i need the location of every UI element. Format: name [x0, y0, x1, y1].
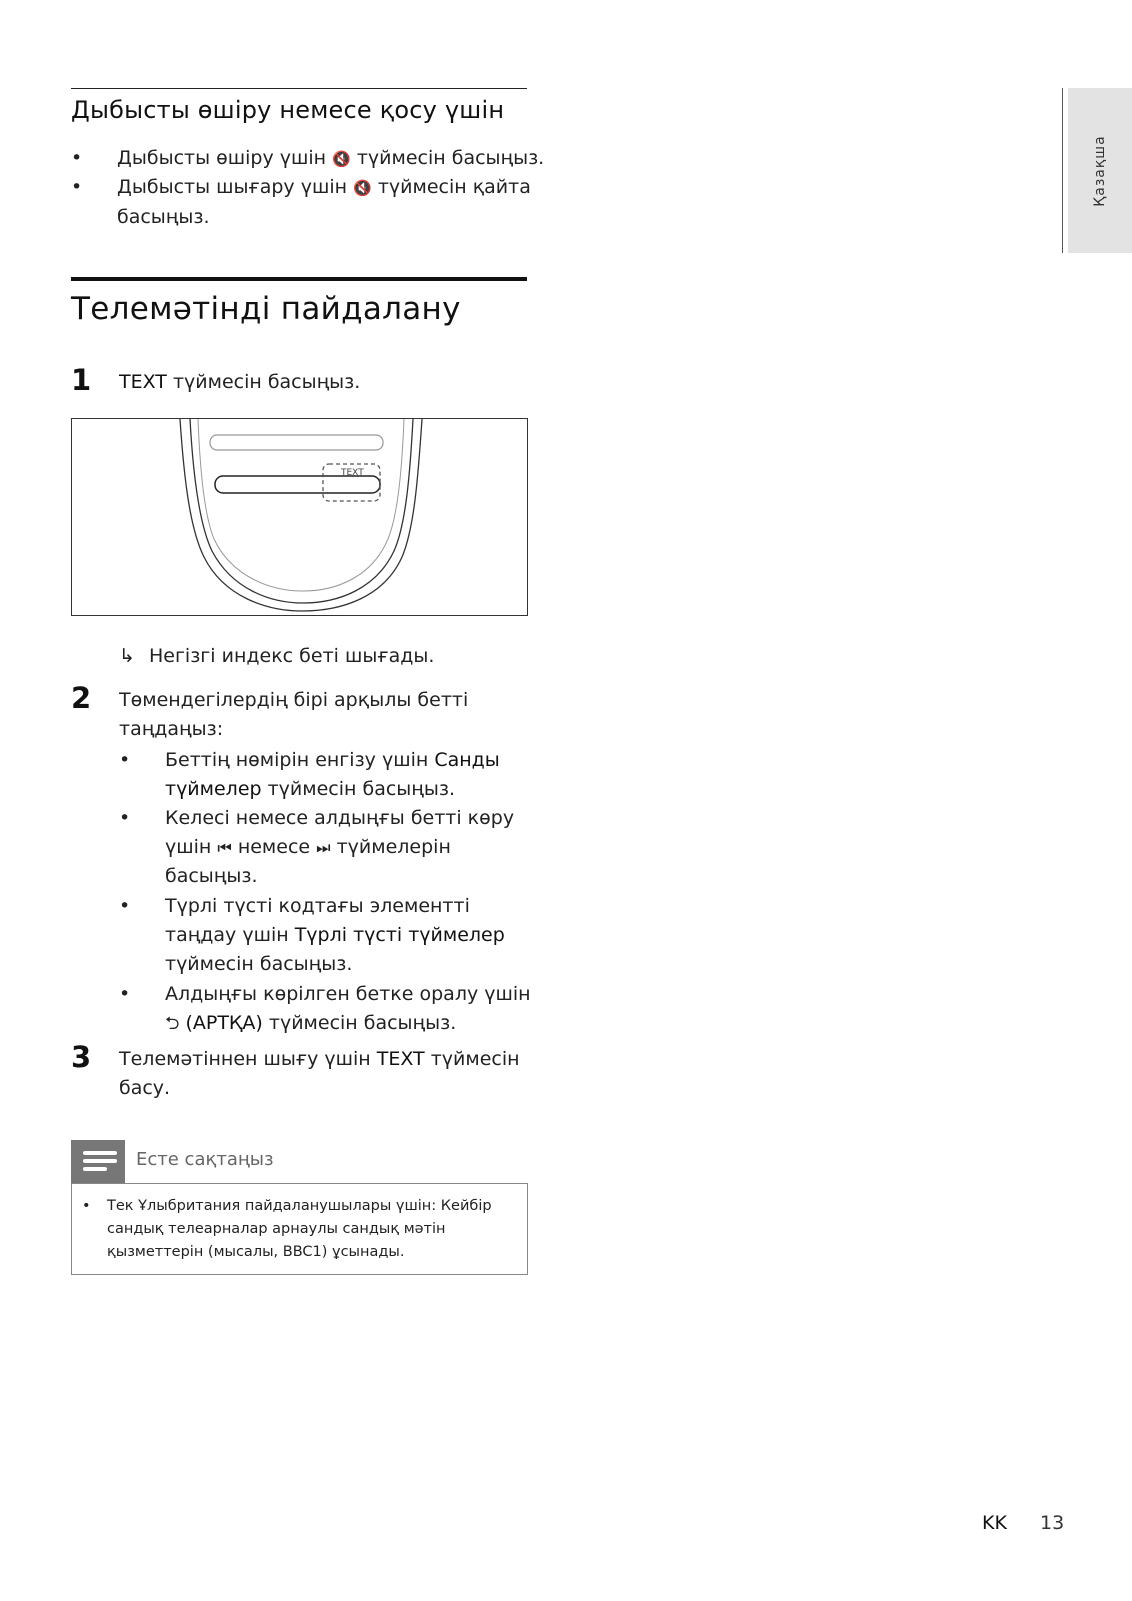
mute-bullet-2-cont: басыңыз. [117, 206, 210, 228]
step-1-result [119, 642, 434, 671]
number-buttons-label: Санды [434, 749, 500, 771]
teletext-heading: Телемәтінді пайдалану [71, 291, 461, 327]
teletext-section-rule [71, 277, 527, 281]
mute-bullet-2 [71, 173, 551, 231]
next-page-icon: ⏭ [316, 838, 331, 857]
illustration-text-label: TEXT [341, 468, 364, 478]
step-2-item-4 [119, 980, 539, 1038]
step-2-number: 2 [71, 681, 92, 715]
step-2-item-2-line-2a: үшін [165, 836, 218, 858]
step-3-number: 3 [71, 1040, 92, 1074]
step-2-intro [119, 686, 468, 744]
language-side-tab [1068, 88, 1132, 253]
step-2-line-1: Төмендегілердің бірі арқылы бетті [119, 689, 469, 711]
mute-bullet-2-before: Дыбысты шығару үшін [117, 176, 354, 198]
step-2-item-2-line-3: басыңыз. [165, 865, 258, 887]
back-button-label: (АРТҚА) [179, 1012, 263, 1034]
mute-bullet-1-before: Дыбысты өшіру үшін [117, 147, 333, 169]
mute-heading: Дыбысты өшіру немесе қосу үшін [71, 96, 505, 124]
color-buttons-label: Түрлі түсті түймелер [294, 924, 505, 946]
step-2-item-2 [119, 804, 539, 891]
remote-control-drawing [72, 419, 527, 615]
number-buttons-label-cont: түймелер [165, 778, 262, 800]
bullet-dot: • [119, 807, 131, 829]
note-title: Есте сақтаңыз [136, 1149, 274, 1170]
text-button-label: TEXT [376, 1048, 425, 1070]
step-2-item-1-text-end: түймесін басыңыз. [261, 778, 455, 800]
step-3-text [119, 1045, 520, 1103]
step-2-line-2: таңдаңыз: [119, 718, 224, 740]
result-arrow-icon: ↳ [119, 645, 135, 667]
step-3-line-1c: түймесін [424, 1048, 520, 1070]
step-2-item-3 [119, 892, 539, 979]
step-2-item-3-line-3: түймесін басыңыз. [165, 953, 353, 975]
step-2-item-2-line-2b: немесе [231, 836, 317, 858]
bullet-dot: • [71, 176, 83, 198]
footer-language-code: KK [982, 1512, 1007, 1534]
language-side-tab-label: Қазақша [1092, 134, 1108, 207]
step-2-item-3-line-1: Түрлі түсті кодтағы элементті [165, 895, 470, 917]
note-icon [71, 1140, 125, 1184]
page-number: 13 [1040, 1512, 1065, 1534]
bullet-dot: • [71, 147, 83, 169]
side-tab-rule [1062, 88, 1063, 253]
step-3-line-2: басу. [119, 1077, 171, 1099]
note-text [107, 1195, 517, 1264]
step-2-item-2-line-2c: түймелерін [330, 836, 451, 858]
mute-bullet-2-after: түймесін қайта [371, 176, 531, 198]
previous-page-icon: ⏮ [217, 838, 232, 857]
mute-bullet-1-after: түймесін басыңыз. [350, 147, 545, 169]
mute-icon: 🔇 [332, 150, 351, 168]
note-line-1: Тек Ұлыбритания пайдаланушылары үшін: Кейбір [107, 1198, 492, 1214]
step-2-item-1 [119, 746, 539, 804]
step-3-line-1a: Телемәтіннен шығу үшін [119, 1048, 377, 1070]
remote-illustration [71, 418, 528, 616]
text-button-label: TEXT [119, 371, 167, 393]
mute-section-rule [71, 88, 527, 89]
step-1-rest: түймесін басыңыз. [166, 371, 361, 393]
step-2-item-1-text: Беттің нөмірін енгізу үшін [165, 749, 435, 771]
note-line-2: сандық телеарналар арнаулы сандық мәтін [107, 1221, 446, 1237]
step-2-item-2-line-1: Келесі немесе алдыңғы бетті көру [165, 807, 515, 829]
step-2-item-4-line-1: Алдыңғы көрілген бетке оралу үшін [165, 983, 531, 1005]
note-bullet-dot: • [82, 1198, 91, 1214]
step-1-text [119, 368, 360, 397]
bullet-dot: • [119, 895, 131, 917]
bullet-dot: • [119, 749, 131, 771]
step-2-item-4-line-2: түймесін басыңыз. [262, 1012, 457, 1034]
step-2-item-3-line-2a: таңдау үшін [165, 924, 295, 946]
mute-bullet-1 [71, 144, 551, 173]
back-icon: ⮌ [165, 1013, 180, 1034]
note-line-3: қызметтерін (мысалы, BBC1) ұсынады. [107, 1244, 405, 1260]
step-1-number: 1 [71, 363, 92, 397]
result-text: Негізгі индекс беті шығады. [148, 645, 435, 667]
mute-icon: 🔇 [353, 179, 372, 197]
bullet-dot: • [119, 983, 131, 1005]
